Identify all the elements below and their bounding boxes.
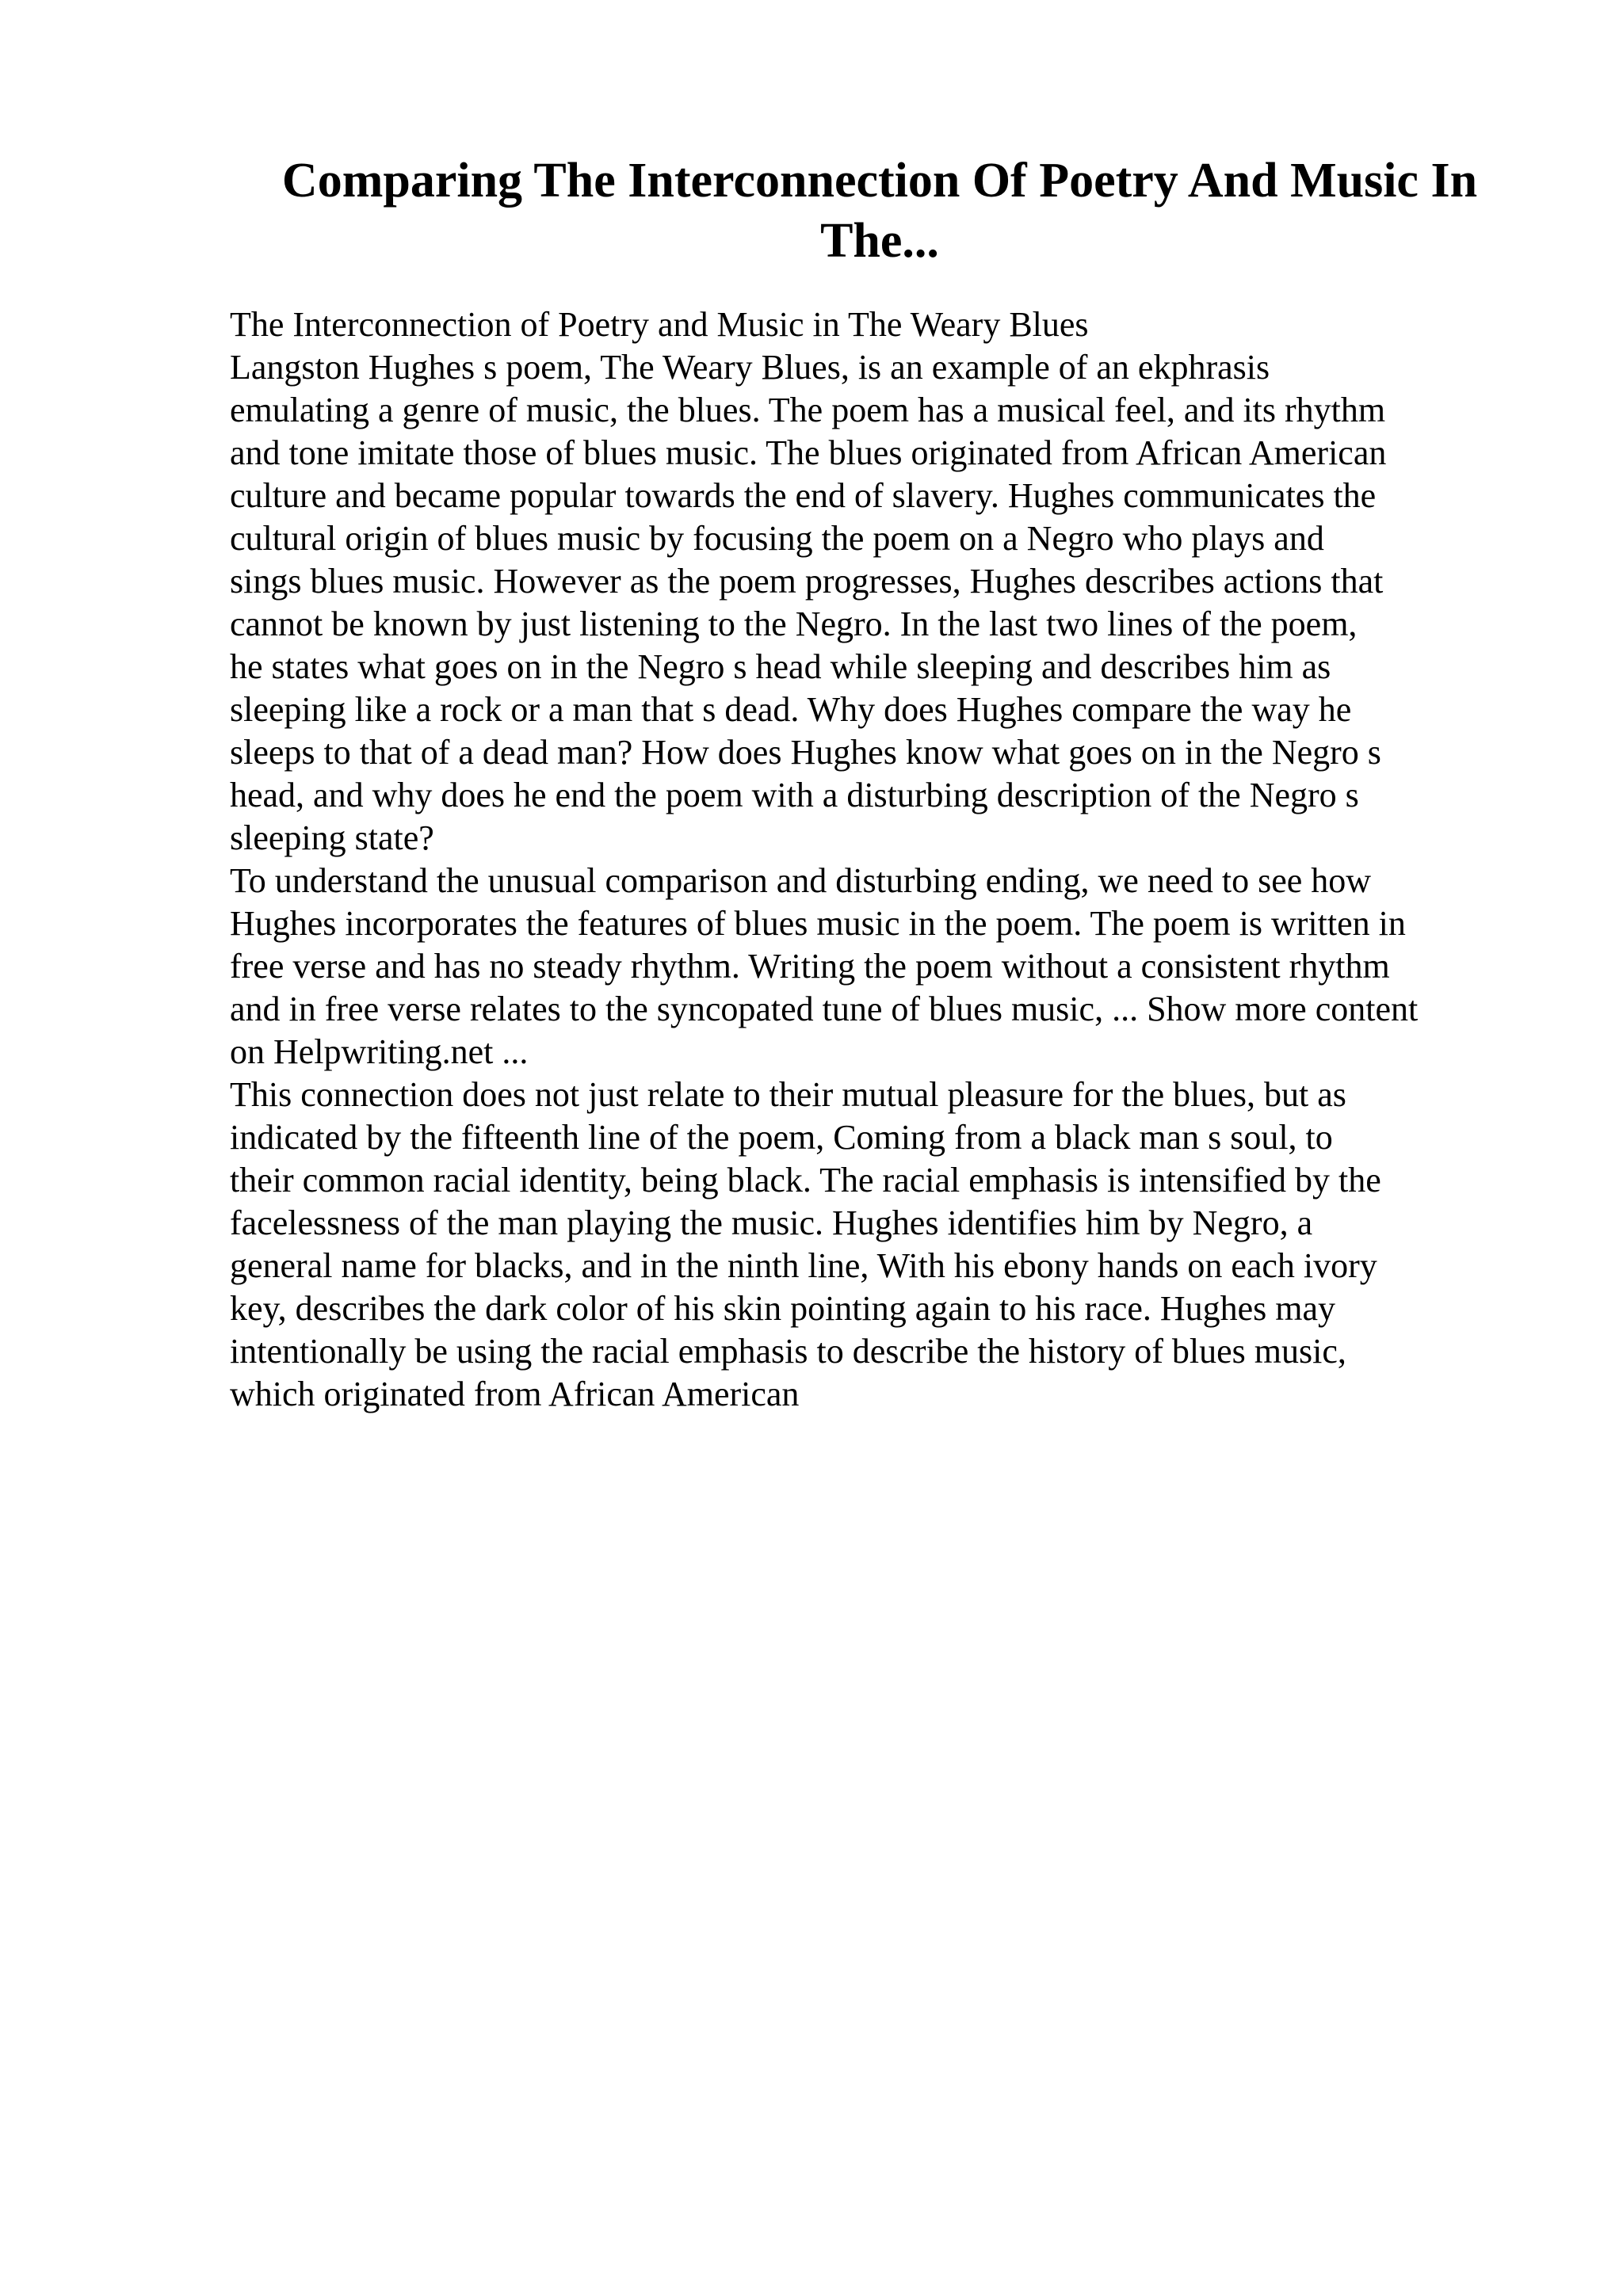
- text-line: intentionally be using the racial emphasis to describe the history of blues music,: [230, 1332, 1346, 1371]
- text-line: key, describes the dark color of his skin pointing again to his race. Hughes may: [230, 1289, 1336, 1328]
- text-line: and in free verse relates to the syncopated tune of blues music, ... Show more content: [230, 990, 1419, 1028]
- page-title: Comparing The Interconnection Of Poetry And Music In The...: [281, 154, 1478, 268]
- text-line: and tone imitate those of blues music. The blues originated from African American: [230, 433, 1387, 472]
- text-line: culture and became popular towards the end of slavery. Hughes communicates the: [230, 476, 1377, 515]
- text-line: head, and why does he end the poem with a disturbing description of the Negro s: [230, 776, 1359, 814]
- text-line: general name for blacks, and in the ninth line, With his ebony hands on each ivory: [230, 1246, 1377, 1285]
- text-line: Hughes incorporates the features of blues music in the poem. The poem is written in: [230, 904, 1406, 943]
- text-line: Langston Hughes s poem, The Weary Blues, is an example of an ekphrasis: [230, 348, 1270, 387]
- text-line: sleeps to that of a dead man? How does Hughes know what goes on in the Negro s: [230, 733, 1381, 772]
- text-line: To understand the unusual comparison and disturbing ending, we need to see how: [230, 861, 1372, 900]
- text-line: he states what goes on in the Negro s head while sleeping and describes him as: [230, 647, 1331, 686]
- text-line: facelessness of the man playing the music. Hughes identifies him by Negro, a: [230, 1203, 1313, 1242]
- text-line: which originated from African American: [230, 1375, 800, 1413]
- text-line: their common racial identity, being black. The racial emphasis is intensified by the: [230, 1161, 1381, 1199]
- text-line: free verse and has no steady rhythm. Writing the poem without a consistent rhythm: [230, 947, 1390, 986]
- text-line: The Interconnection of Poetry and Music in The Weary Blues: [230, 305, 1089, 344]
- text-line: cultural origin of blues music by focusing the poem on a Negro who plays and: [230, 519, 1324, 558]
- text-line: on Helpwriting.net ...: [230, 1032, 529, 1071]
- text-line: cannot be known by just listening to the Negro. In the last two lines of the poem,: [230, 605, 1358, 643]
- text-line: This connection does not just relate to their mutual pleasure for the blues, but as: [230, 1075, 1346, 1114]
- body-text: [230, 303, 1514, 1416]
- text-line: sleeping like a rock or a man that s dead. Why does Hughes compare the way he: [230, 690, 1352, 729]
- text-line: indicated by the fifteenth line of the poem, Coming from a black man s soul, to: [230, 1118, 1333, 1157]
- text-line: sleeping state?: [230, 818, 434, 857]
- text-line: emulating a genre of music, the blues. The poem has a musical feel, and its rhythm: [230, 391, 1386, 429]
- text-line: sings blues music. However as the poem progresses, Hughes describes actions that: [230, 562, 1384, 601]
